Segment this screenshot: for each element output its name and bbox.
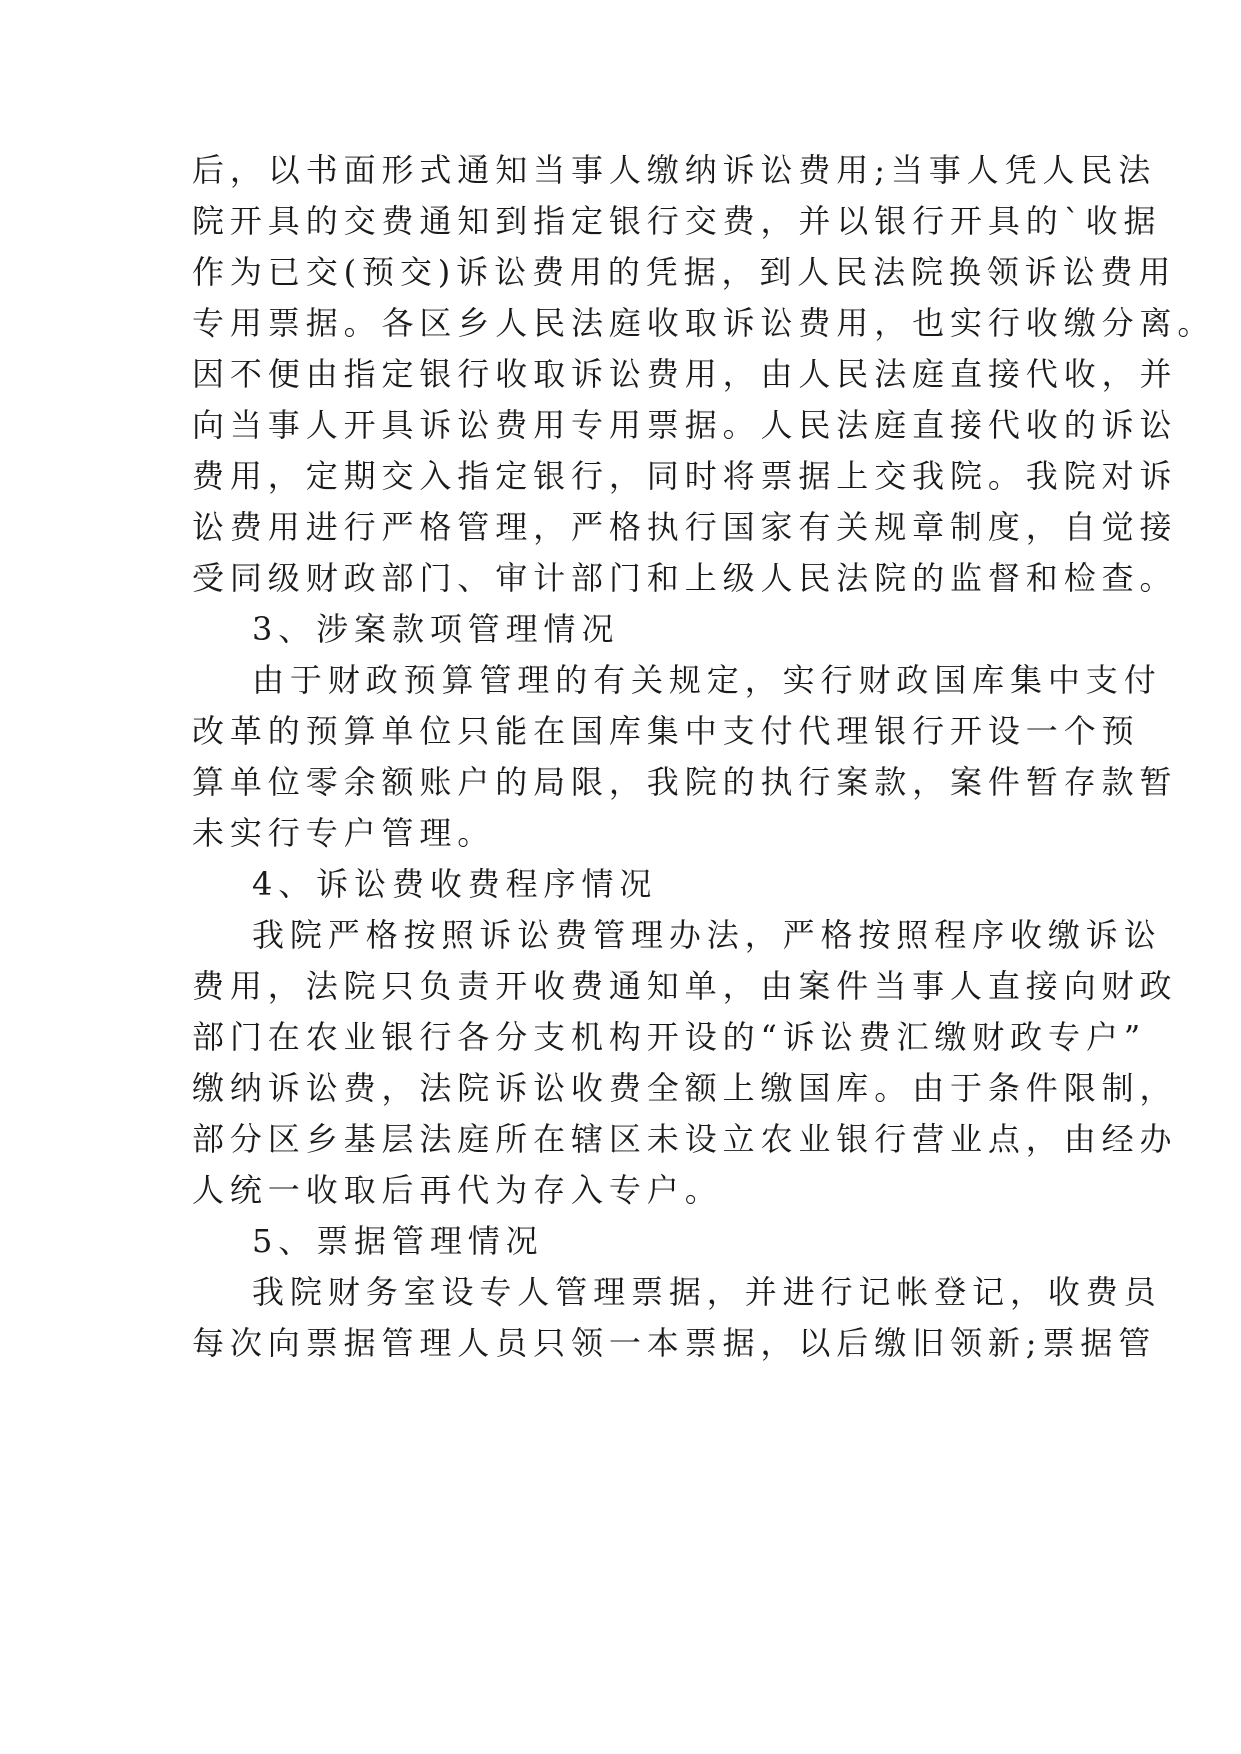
- paragraph-line: 后，以书面形式通知当事人缴纳诉讼费用;当事人凭人民法: [192, 151, 1157, 189]
- paragraph-line: 专用票据。各区乡人民法庭收取诉讼费用，也实行收缴分离。: [192, 304, 1216, 342]
- paragraph-line: 费用，法院只负责开收费通知单，由案件当事人直接向财政: [192, 967, 1178, 1005]
- paragraph-line: 改革的预算单位只能在国库集中支付代理银行开设一个预: [192, 712, 1140, 750]
- paragraph-line: 费用，定期交入指定银行，同时将票据上交我院。我院对诉: [192, 457, 1178, 495]
- paragraph-line: 人统一收取后再代为存入专户。: [192, 1171, 723, 1209]
- paragraph-line: 因不便由指定银行收取诉讼费用，由人民法庭直接代收，并: [192, 355, 1178, 393]
- paragraph-line: 部分区乡基层法庭所在辖区未设立农业银行营业点，由经办: [192, 1120, 1178, 1158]
- section-heading: 4、诉讼费收费程序情况: [252, 865, 658, 903]
- paragraph-line: 部门在农业银行各分支机构开设的“诉讼费汇缴财政专户”: [192, 1018, 1147, 1056]
- paragraph-line: 院开具的交费通知到指定银行交费，并以银行开具的`收据: [192, 202, 1162, 240]
- paragraph-line: 算单位零余额账户的局限，我院的执行案款，案件暂存款暂: [192, 763, 1178, 801]
- paragraph-line: 我院严格按照诉讼费管理办法，严格按照程序收缴诉讼: [252, 916, 1162, 954]
- paragraph-line: 缴纳诉讼费，法院诉讼收费全额上缴国库。由于条件限制，: [192, 1069, 1178, 1107]
- paragraph-line: 每次向票据管理人员只领一本票据，以后缴旧领新;票据管: [192, 1324, 1157, 1362]
- paragraph-line: 讼费用进行严格管理，严格执行国家有关规章制度，自觉接: [192, 508, 1178, 546]
- paragraph-line: 我院财务室设专人管理票据，并进行记帐登记，收费员: [252, 1273, 1162, 1311]
- paragraph-line: 作为已交(预交)诉讼费用的凭据，到人民法院换领诉讼费用: [192, 253, 1177, 291]
- paragraph-line: 由于财政预算管理的有关规定，实行财政国库集中支付: [252, 661, 1162, 699]
- paragraph-line: 向当事人开具诉讼费用专用票据。人民法庭直接代收的诉讼: [192, 406, 1178, 444]
- section-heading: 5、票据管理情况: [252, 1222, 544, 1260]
- section-heading: 3、涉案款项管理情况: [252, 610, 620, 648]
- paragraph-line: 受同级财政部门、审计部门和上级人民法院的监督和检查。: [192, 559, 1178, 597]
- paragraph-line: 未实行专户管理。: [192, 814, 496, 852]
